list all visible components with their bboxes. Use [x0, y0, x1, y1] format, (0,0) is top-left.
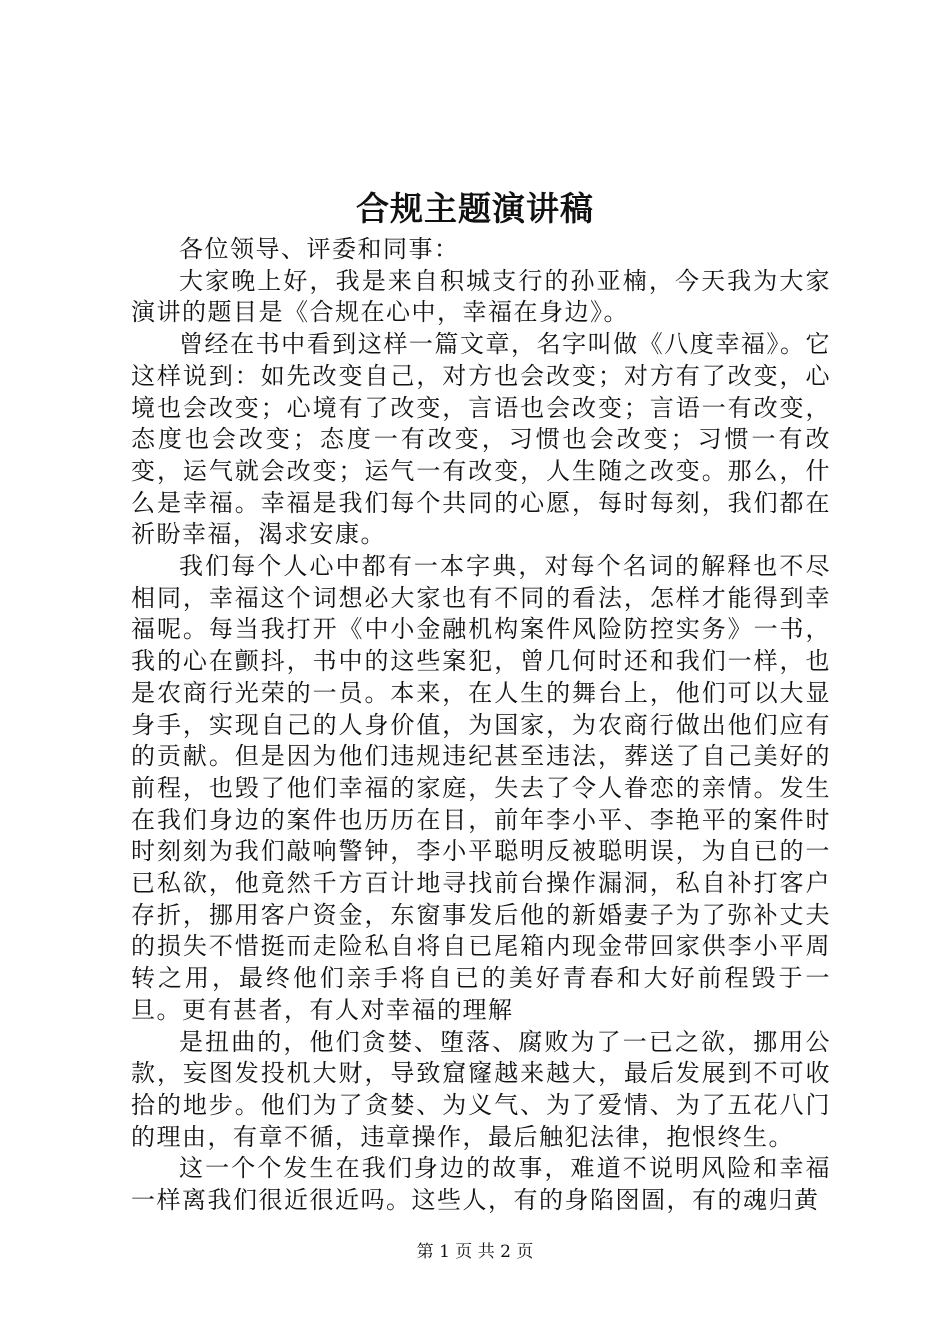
paragraph-greeting: 大家晚上好，我是来自积城支行的孙亚楠，今天我为大家演讲的题目是《合规在心中，幸福在身边》。	[131, 266, 831, 327]
paragraph-case-stories: 我们每个人心中都有一本字典，对每个名词的解释也不尽相同，幸福这个词想必大家也有不同的看法，怎样才能得到幸福呢。每当我打开《中小金融机构案件风险防控实务》一书，我的心在颤抖，书中的这些案犯，曾几何时还和我们一样，也是农商行光荣的一员。本来，在人生的舞台上，他们可以大显身手，实现自己的人身价值，为国家，为农商行做出他们应有的贡献。但是因为他们违规违纪甚至违法，葬送了自己美好的前程，也毁了他们幸福的家庭，失去了令人眷恋的亲情。发生在我们身边的案件也历历在目，前年李小平、李艳平的案件时时刻刻为我们敲响警钟，李小平聪明反被聪明误，为自已的一已私欲，他竟然千方百计地寻找前台操作漏洞，私自补打客户存折，挪用客户资金，东窗事发后他的新婚妻子为了弥补丈夫的损失不惜挺而走险私自将自已尾箱内现金带回家供李小平周转之用，最终他们亲手将自已的美好青春和大好前程毁于一旦。更有甚者，有人对幸福的理解	[131, 552, 831, 1024]
paragraph-risk-and-happiness: 这一个个发生在我们身边的故事，难道不说明风险和幸福一样离我们很近很近吗。这些人，有的身陷囹圄，有的魂归黄	[131, 1154, 831, 1215]
paragraph-twisted-happiness: 是扭曲的，他们贪婪、堕落、腐败为了一已之欲，挪用公款，妄图发投机大财，导致窟窿越来越大，最后发展到不可收拾的地步。他们为了贪婪、为义气、为了爱情、为了五花八门的理由，有章不循，违章操作，最后触犯法律，抱恨终生。	[131, 1027, 831, 1151]
paragraph-salutation: 各位领导、评委和同事：	[179, 235, 460, 263]
paragraph-eight-degrees-happiness: 曾经在书中看到这样一篇文章，名字叫做《八度幸福》。它这样说到：如先改变自己，对方也会改变；对方有了改变，心境也会改变；心境有了改变，言语也会改变；言语一有改变，态度也会改变；态度一有改变，习惯也会改变；习惯一有改变，运气就会改变；运气一有改变，人生随之改变。那么，什么是幸福。幸福是我们每个共同的心愿，每时每刻，我们都在祈盼幸福，渴求安康。	[131, 330, 831, 549]
page-footer: 第 1 页 共 2 页	[416, 1242, 534, 1262]
document-body	[131, 234, 831, 1217]
page-title: 合规主题演讲稿	[356, 189, 594, 228]
